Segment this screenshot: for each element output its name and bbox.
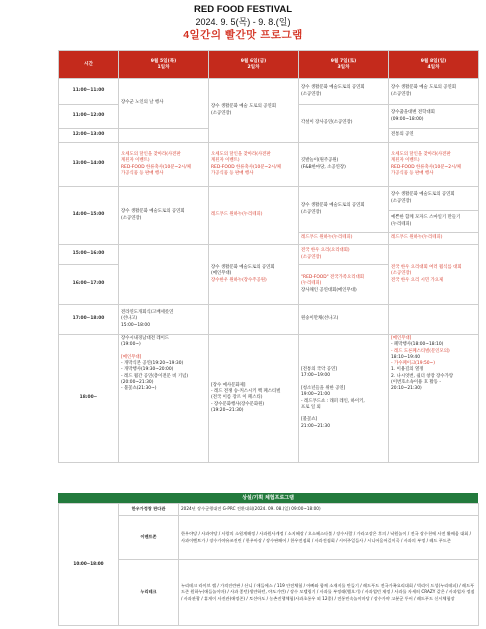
schedule-cell: 전통의 공연 bbox=[389, 129, 479, 143]
table-row bbox=[59, 335, 479, 463]
program-time: 10:00~18:00 bbox=[59, 504, 119, 626]
schedule-cell: 장수 생활문화 예술 도로의 공연회 (소공연장) bbox=[209, 79, 299, 143]
schedule-cell: 오세도의 달인을 찾아라(사전판 계된자 이벤트) RED-FOOD 한류축사(10분~2시/체 가공식품 등 판매 행사 bbox=[389, 143, 479, 187]
time-cell: 12:00~13:00 bbox=[59, 129, 119, 143]
schedule-cell: 오세도의 달인을 찾아라(사전판 계된자 이벤트) RED-FOOD 한류축사(10분~2시/체 가공식품 등 판매 행사 bbox=[119, 143, 209, 187]
time-cell: 11:00~11:00 bbox=[59, 79, 119, 105]
time-cell: 11:00~12:00 bbox=[59, 105, 119, 129]
schedule-header-row bbox=[59, 51, 479, 79]
schedule-cell: 레드푸드 원하누(누리테피) bbox=[299, 233, 389, 245]
schedule-cell: 각설이 장사공연(소공연장) bbox=[299, 105, 389, 143]
program-section-bar: 상설/기획 체험프로그램 bbox=[58, 493, 478, 503]
schedule-cell: 장수 생활문화 예술 도로의 공연회 (소공연장) bbox=[389, 79, 479, 105]
schedule-cell: 전국 한우 요리대회 여러 월식를 대회 (소공연장) 전국 한우 요리 시민 가요제 bbox=[389, 245, 479, 305]
header-day3: 9월 7일(토) 3일차 bbox=[299, 51, 389, 79]
table-row bbox=[59, 143, 479, 187]
table-row bbox=[59, 79, 479, 105]
program-text: 누리테크 라이브 랩 / 가격진란판 / 산니 / 애들에스 / 119 안전체험 / 아빠와 함께 소재지를 만들기 / 레드푸드 전국가족요리대회 / 빅리이 드성(누리테피) / 레드푸드존 원하누(애들놀이마) / 사과 좋던(생얀하던, 야도기란) / 장수 모델링기 / 사과를 부정래(햄오기) / 사과업던 제정 / 사과를 자세히 CRAZY 같은 / 사과업자 정점 / 사과관광 / 휴게이 사진관(애정존) / 토션아도 / 농촌진행체험(사과초롱우 외 12종) / 전통민속놀이마당 / 장수가야 고분군 투어 / 레드푸드 신시체험장 bbox=[179, 560, 479, 626]
festival-date: 2024. 9. 5(목) - 9. 8.(일) bbox=[195, 17, 291, 27]
schedule-cell bbox=[119, 129, 209, 143]
table-row bbox=[59, 305, 479, 335]
schedule-cell: 장수꿈을대변 전학대회 (09:00~18:00) bbox=[389, 105, 479, 129]
schedule-cell: 장수 생활문화 예술도로의 공연회 (소공연장) bbox=[389, 187, 479, 211]
program-text: 2024년 장수군행대전 G-PRC 전환대회(2024. 09. 08.(일) 09:00~18:00) bbox=[179, 504, 479, 516]
time-cell: 13:00~14:00 bbox=[59, 143, 119, 187]
schedule-cell: 장수시내경남대전 레이드 (19:00~) [메인무대] - 개막식본 공연(19:20~19:30) - 개막행사(19:30~20:00) - 레드 월간 공연(총이전문 비 기념) (20:00~21:30) - 불꽃쇼(21:30~) bbox=[119, 335, 209, 463]
program-category: 누리테크 bbox=[119, 560, 179, 626]
festival-title: RED FOOD FESTIVAL bbox=[194, 4, 292, 15]
schedule-cell bbox=[119, 245, 209, 305]
program-table bbox=[58, 503, 479, 626]
schedule-cell bbox=[209, 305, 299, 335]
header-day1: 9월 5일(목) 1일차 bbox=[119, 51, 209, 79]
header-day2: 9월 6일(금) 2일차 bbox=[209, 51, 299, 79]
schedule-cell: 오세도의 달인을 찾아라(사전판 계된자 이벤트) RED-FOOD 한류축사(10분~2시/체 가공식품 등 판매 행사 bbox=[209, 143, 299, 187]
schedule-cell: 장수 생활문화 예술도로의 공연회 (소공연장) bbox=[119, 187, 209, 245]
schedule-cell: 원숭이만채(선나고) bbox=[299, 305, 389, 335]
schedule-cell: 전라연도개회식/고배세롯연 (선나고) 15:00~18:00 bbox=[119, 305, 209, 335]
schedule-cell: 예쁜한 함께 모자드 스마일기 만들기 (누리테피) bbox=[389, 211, 479, 233]
schedule-cell: 레드푸드 원하누(누리테피) bbox=[389, 233, 479, 245]
table-row bbox=[59, 504, 479, 516]
program-category: 이벤트존 bbox=[119, 516, 179, 560]
time-cell: 17:00~18:00 bbox=[59, 305, 119, 335]
program-text: 한우야당 / 사과야당 / 사랑의 소원계해정 / 사과원사계정 / 소지혜장 / 오소혜스타볼 / 장수사람 / 가라고장은 후의 / 낙원놀이 / 전국 장수천에 사전 활배움 대회 / 사과이벤트가 / 장수가야유쓰진린 / 한우아장 / 장수판패어 / 한우전점회 / 사과전점회 / 시어주일들사 / 시니어음어길이곡 / 사과의 부정 / 레드 푸드존 bbox=[179, 516, 479, 560]
schedule-cell: 깃발놀이(원주공원) (F&B한마당, 소공연장) bbox=[299, 143, 389, 187]
schedule-cell: 전국 한우 요리(요리대회) (소공연장) bbox=[299, 245, 389, 265]
program-category: 한우가정창 판다관 bbox=[119, 504, 179, 516]
schedule-cell: [메인무대] - 폐막행사(18:00~18:10) - 레드 도른페스티벌(문인모의) 18:10~19:40 - 가수페이크(19:50~) 1. 이용길의 열정 2. 나시엇번, 쉴더 창장 장수가랑 (이번호소속이용 호 활동 - 20:10~21:30) bbox=[389, 335, 479, 463]
table-row bbox=[59, 516, 479, 560]
schedule-cell: [장수 예사문화제] - 레드 전쟁 승-커스시키 백 페스티벌 (전국 이름 장르 이 페스티) - 장수문화행사(장수문화원) (19:20~21:30) bbox=[209, 335, 299, 463]
schedule-cell bbox=[389, 305, 479, 335]
schedule-cell: 장수 생활문화 예술도로의 공연회 (메인무대) 장수한우 원하누(장수주공원) bbox=[209, 245, 299, 305]
time-cell: 16:00~17:00 bbox=[59, 265, 119, 305]
schedule-cell: 장수 생활문화 예술도로의 공연회 (소공연장) bbox=[299, 79, 389, 105]
header-day4: 9월 8일(일) 4일차 bbox=[389, 51, 479, 79]
schedule-cell: [전통의 국악 공연] 17:00~19:00 [청소년들을 위한 공연] 19:00~21:00 - 레드푸드쇼 : 래퍼 레인, 하이키, 프로 일 외 [불꽃쇼] 21:00~21:30 bbox=[299, 335, 389, 463]
table-row bbox=[59, 245, 479, 265]
schedule-cell: 레드푸드 원하누(누리테피) bbox=[209, 187, 299, 245]
table-row bbox=[59, 187, 479, 211]
schedule-cell: 장수군 노인의 날 행사 bbox=[119, 79, 209, 129]
page-header bbox=[0, 0, 486, 50]
schedule-cell: "RED-FOOD" 전국가족요리대회 (누리테피) 장사채인 공연대회(메인무대) bbox=[299, 265, 389, 305]
header-time: 시간 bbox=[59, 51, 119, 79]
program-subtitle: 4일간의 빨간맛 프로그램 bbox=[183, 29, 303, 41]
table-row bbox=[59, 560, 479, 626]
time-cell: 14:00~15:00 bbox=[59, 187, 119, 245]
schedule-cell: 장수 생활문화 예술도로의 공연회 (소공연장) bbox=[299, 187, 389, 233]
time-cell: 18:00~ bbox=[59, 335, 119, 463]
time-cell: 15:00~16:00 bbox=[59, 245, 119, 265]
schedule-table bbox=[58, 50, 479, 463]
